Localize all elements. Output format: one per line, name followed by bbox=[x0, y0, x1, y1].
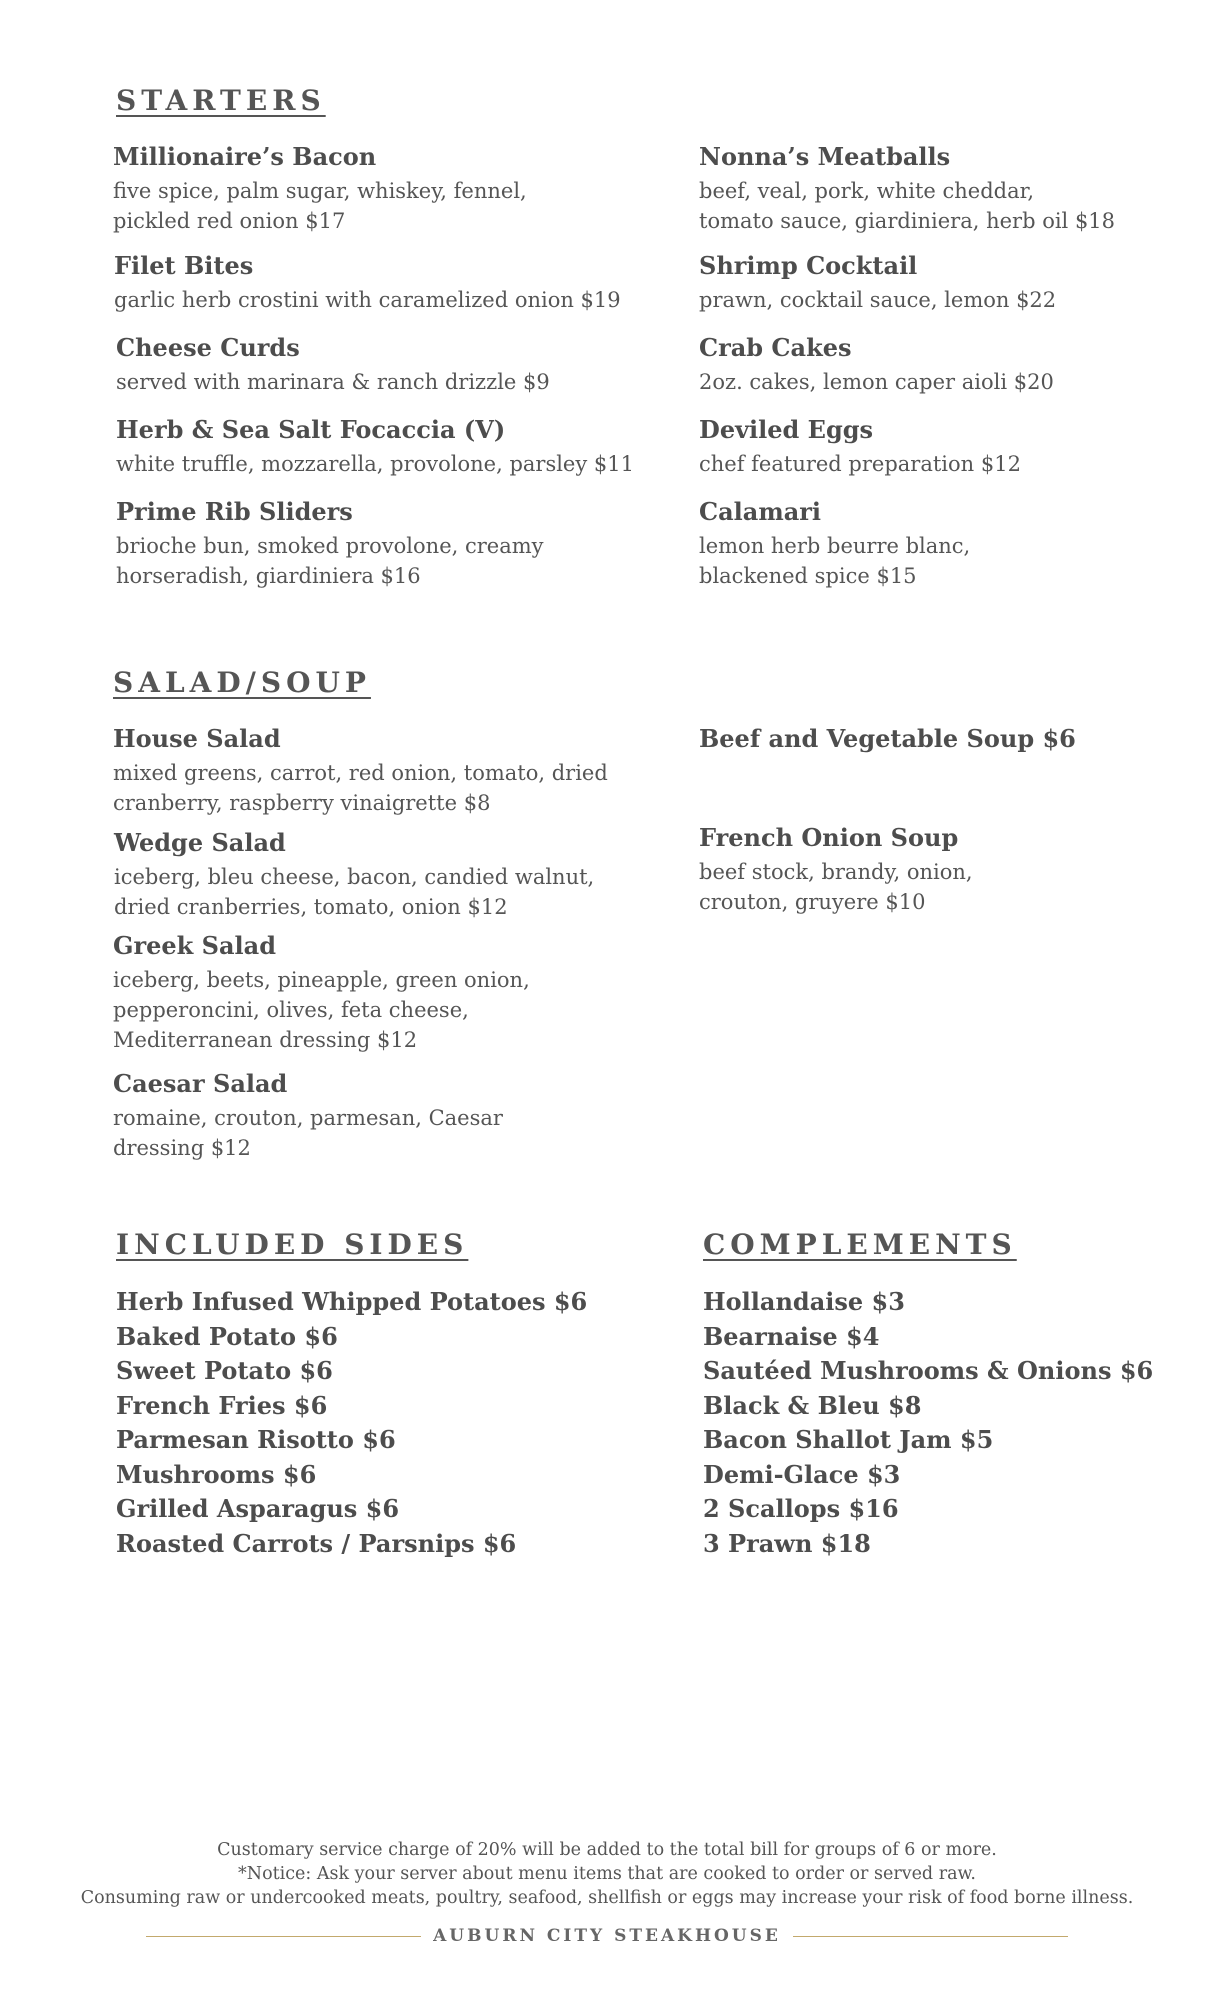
list-item: Parmesan Risotto $6 bbox=[116, 1425, 396, 1454]
menu-item-wedge-salad bbox=[114, 826, 634, 922]
item-description: mixed greens, carrot, red onion, tomato, dried cranberry, raspberry vinaigrette $8 bbox=[113, 761, 608, 815]
list-item: Herb Infused Whipped Potatoes $6 bbox=[116, 1287, 588, 1316]
item-name: French Onion Soup bbox=[699, 823, 959, 852]
list-item: Baked Potato $6 bbox=[116, 1321, 338, 1351]
item-description: garlic herb crostini with caramelized onion $19 bbox=[114, 288, 621, 312]
item-description: beef, veal, pork, white cheddar, tomato sauce, giardiniera, herb oil $18 bbox=[699, 179, 1116, 233]
raw-food-notice: *Notice: Ask your server about menu items that are cooked to order or served raw. bbox=[238, 1864, 976, 1884]
service-charge-notice: Customary service charge of 20% will be added to the total bill for groups of 6 or more. bbox=[217, 1840, 997, 1860]
list-item: Sautéed Mushrooms & Onions $6 bbox=[703, 1356, 1154, 1385]
item-name: Millionaire’s Bacon bbox=[113, 142, 377, 171]
list-item: Roasted Carrots / Parsnips $6 bbox=[116, 1528, 517, 1558]
menu-item-cheese-curds bbox=[116, 331, 636, 397]
item-name: Wedge Salad bbox=[114, 828, 286, 857]
item-description: lemon herb beurre blanc, blackened spice $15 bbox=[699, 534, 971, 588]
list-item: Mushrooms $6 bbox=[116, 1459, 317, 1489]
item-name: House Salad bbox=[113, 724, 281, 753]
restaurant-name: AUBURN CITY STEAKHOUSE bbox=[433, 1926, 781, 1946]
item-name: Crab Cakes bbox=[699, 333, 852, 362]
list-item: Bearnaise $4 bbox=[703, 1321, 880, 1351]
complements-heading: COMPLEMENTS bbox=[703, 1228, 1017, 1261]
footer-brand bbox=[0, 1926, 1214, 1946]
list-item: Sweet Potato $6 bbox=[116, 1356, 333, 1385]
item-description: romaine, crouton, parmesan, Caesar dressing $12 bbox=[113, 1106, 503, 1160]
menu-item-millionaires-bacon bbox=[113, 140, 633, 236]
item-name: Filet Bites bbox=[114, 251, 254, 280]
salad-soup-heading: SALAD/SOUP bbox=[113, 666, 371, 699]
item-description: iceberg, beets, pineapple, green onion, pepperoncini, olives, feta cheese, Mediterranean dressing $12 bbox=[113, 968, 530, 1052]
item-description: beef stock, brandy, onion, crouton, gruyere $10 bbox=[699, 860, 973, 914]
complements-list bbox=[703, 1285, 1153, 1561]
menu-item-french-onion-soup bbox=[699, 821, 1214, 917]
menu-item-nonnas-meatballs bbox=[699, 140, 1214, 236]
item-description: white truffle, mozzarella, provolone, parsley $11 bbox=[116, 452, 634, 476]
decorative-rule-left bbox=[146, 1936, 421, 1937]
decorative-rule-right bbox=[793, 1936, 1068, 1937]
starters-heading: STARTERS bbox=[116, 84, 326, 117]
menu-item-shrimp-cocktail bbox=[699, 249, 1214, 315]
item-name: Caesar Salad bbox=[113, 1069, 288, 1098]
item-name: Calamari bbox=[699, 497, 822, 526]
list-item: Demi-Glace $3 bbox=[703, 1459, 901, 1489]
list-item: Hollandaise $3 bbox=[703, 1287, 905, 1316]
item-name: Nonna’s Meatballs bbox=[699, 142, 951, 171]
menu-item-caesar-salad bbox=[113, 1067, 633, 1163]
footer-notice bbox=[0, 1838, 1214, 1910]
menu-item-herb-focaccia bbox=[116, 413, 636, 479]
menu-item-filet-bites bbox=[114, 249, 634, 315]
list-item: Grilled Asparagus $6 bbox=[116, 1494, 400, 1523]
item-name: Shrimp Cocktail bbox=[699, 251, 918, 280]
menu-item-deviled-eggs bbox=[699, 413, 1214, 479]
menu-item-calamari bbox=[699, 495, 1214, 591]
item-description: 2oz. cakes, lemon caper aioli $20 bbox=[699, 370, 1054, 394]
list-item: 2 Scallops $16 bbox=[703, 1494, 899, 1523]
item-description: five spice, palm sugar, whiskey, fennel, pickled red onion $17 bbox=[113, 179, 527, 233]
included-sides-list bbox=[116, 1285, 587, 1561]
item-description: chef featured preparation $12 bbox=[699, 452, 1021, 476]
item-name: Herb & Sea Salt Focaccia (V) bbox=[116, 415, 506, 444]
list-item: 3 Prawn $18 bbox=[703, 1528, 871, 1558]
menu-item-greek-salad bbox=[113, 929, 633, 1055]
item-name: Beef and Vegetable Soup $6 bbox=[699, 724, 1076, 753]
item-name: Deviled Eggs bbox=[699, 415, 874, 444]
menu-item-house-salad bbox=[113, 722, 633, 818]
menu-item-beef-vegetable-soup bbox=[699, 722, 1214, 756]
item-name: Prime Rib Sliders bbox=[116, 497, 353, 526]
item-name: Greek Salad bbox=[113, 931, 276, 960]
item-description: iceberg, bleu cheese, bacon, candied walnut, dried cranberries, tomato, onion $12 bbox=[114, 865, 595, 919]
list-item: Bacon Shallot Jam $5 bbox=[703, 1425, 994, 1454]
item-description: served with marinara & ranch drizzle $9 bbox=[116, 370, 550, 394]
list-item: Black & Bleu $8 bbox=[703, 1390, 922, 1420]
item-name: Cheese Curds bbox=[116, 333, 300, 362]
item-description: brioche bun, smoked provolone, creamy horseradish, giardiniera $16 bbox=[116, 534, 544, 588]
included-sides-heading: INCLUDED SIDES bbox=[116, 1228, 469, 1261]
list-item: French Fries $6 bbox=[116, 1390, 328, 1420]
item-description: prawn, cocktail sauce, lemon $22 bbox=[699, 288, 1057, 312]
health-warning: Consuming raw or undercooked meats, poultry, seafood, shellfish or eggs may increase your risk of food borne illness. bbox=[80, 1888, 1134, 1908]
menu-item-crab-cakes bbox=[699, 331, 1214, 397]
menu-item-prime-rib-sliders bbox=[116, 495, 636, 591]
